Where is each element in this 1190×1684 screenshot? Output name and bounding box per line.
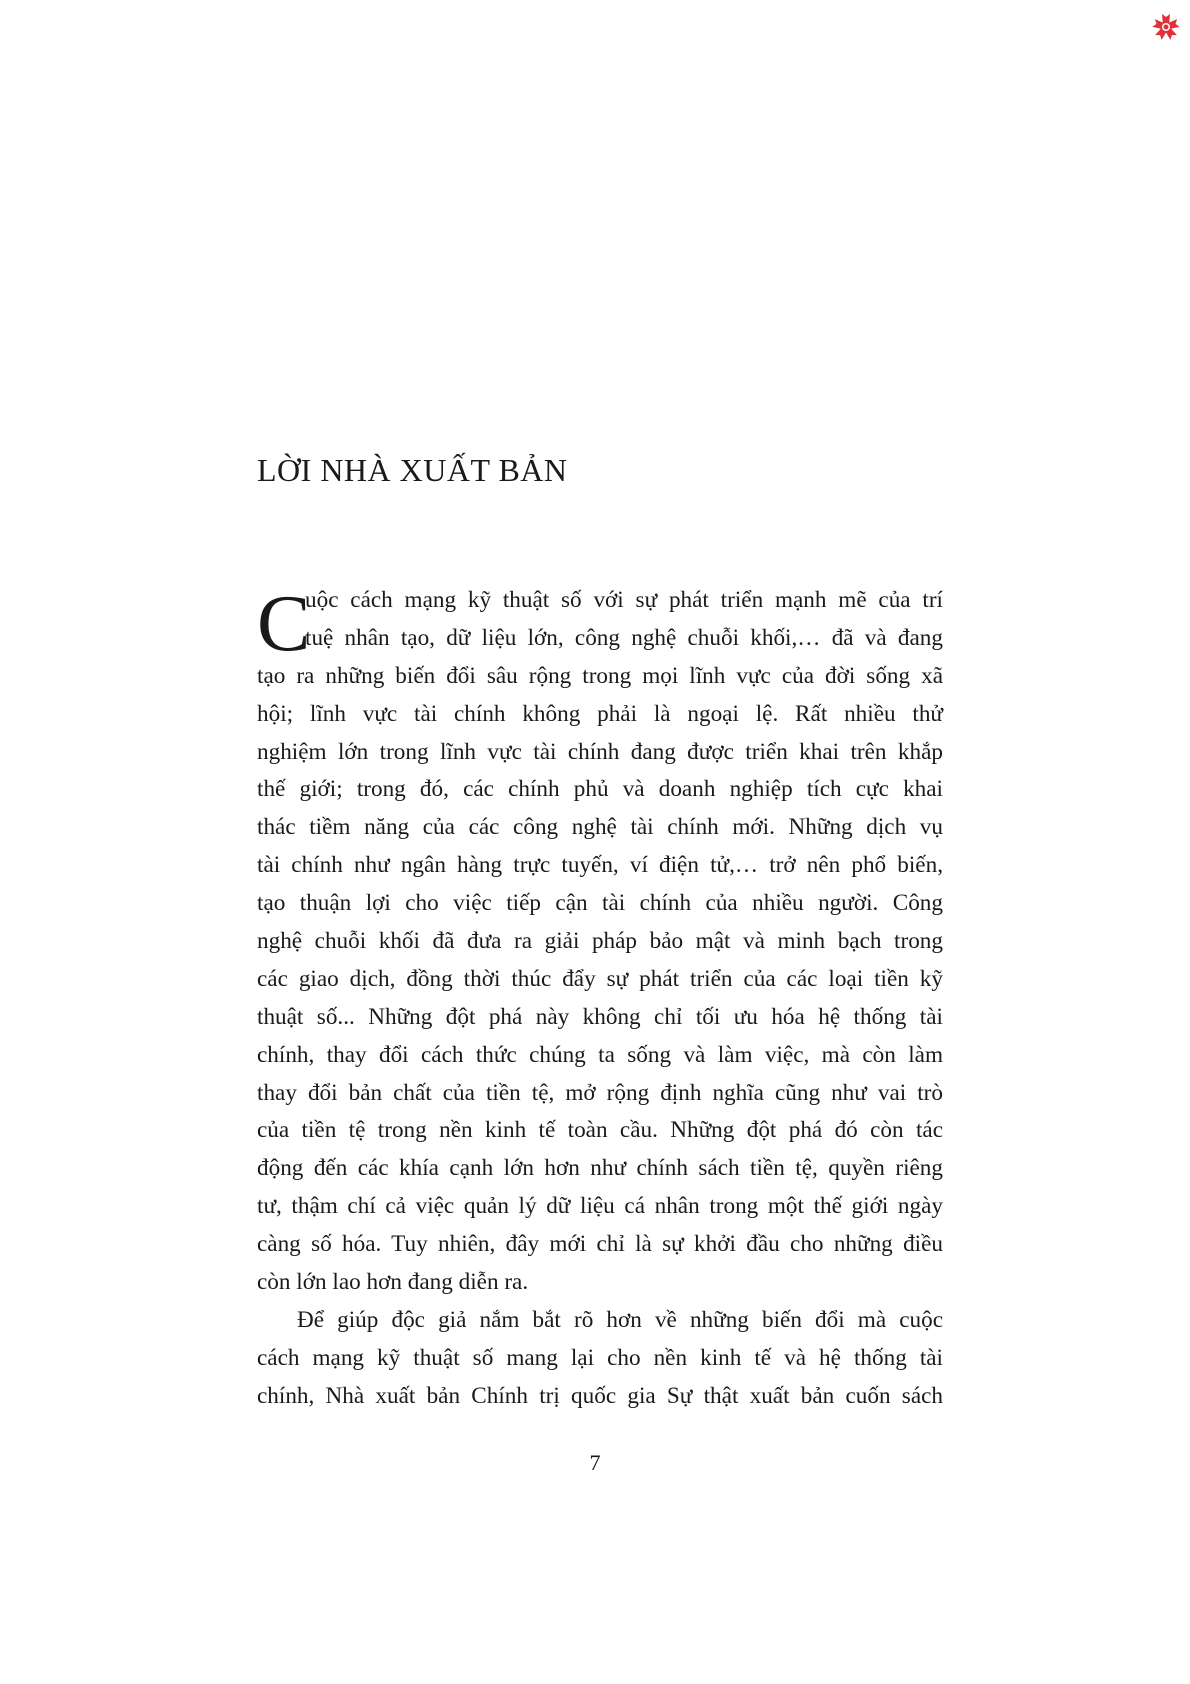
text-line: tạo thuận lợi cho việc tiếp cận tài chính của nhiều người. Công (257, 890, 943, 917)
text-line: thuật số... Những đột phá này không chỉ tối ưu hóa hệ thống tài (257, 1003, 943, 1030)
text-line: càng số hóa. Tuy nhiên, đây mới chỉ là sự khởi đầu cho những điều (257, 1231, 943, 1258)
text-line: thác tiềm năng của các công nghệ tài chính mới. Những dịch vụ (257, 814, 943, 841)
page-number: 7 (589, 1450, 601, 1475)
text-line: chính, thay đổi cách thức chúng ta sống và làm việc, mà còn làm (257, 1041, 943, 1068)
text-line: tuệ nhân tạo, dữ liệu lớn, công nghệ chuỗi khối,… đã và đang (305, 624, 943, 651)
text-line: Để giúp độc giả nắm bắt rõ hơn về những biến đổi mà cuộc (297, 1306, 943, 1333)
text-line: chính, Nhà xuất bản Chính trị quốc gia Sự thật xuất bản cuốn sách (257, 1382, 943, 1409)
text-line: còn lớn lao hơn đang diễn ra. (257, 1269, 529, 1296)
text-line: cách mạng kỹ thuật số mang lại cho nền kinh tế và hệ thống tài (257, 1344, 943, 1371)
drop-cap: C (257, 580, 311, 668)
text-line: uộc cách mạng kỹ thuật số với sự phát triển mạnh mẽ của trí (305, 587, 943, 613)
flower-logo-icon (1151, 12, 1181, 42)
text-line: hội; lĩnh vực tài chính không phải là ngoại lệ. Rất nhiều thử (257, 700, 943, 727)
text-line: nghệ chuỗi khối đã đưa ra giải pháp bảo mật và minh bạch trong (257, 928, 943, 955)
text-line: tư, thậm chí cả việc quản lý dữ liệu cá nhân trong một thế giới ngày (257, 1193, 943, 1220)
text-line: các giao dịch, đồng thời thúc đẩy sự phát triển của các loại tiền kỹ (257, 965, 943, 992)
text-line: của tiền tệ trong nền kinh tế toàn cầu. Những đột phá đó còn tác (257, 1117, 943, 1144)
body-text (257, 582, 943, 1416)
page-title: LỜI NHÀ XUẤT BẢN (257, 452, 568, 488)
text-line: động đến các khía cạnh lớn hơn như chính sách tiền tệ, quyền riêng (257, 1155, 943, 1182)
text-line: tạo ra những biến đổi sâu rộng trong mọi lĩnh vực của đời sống xã (257, 662, 943, 689)
text-line: thế giới; trong đó, các chính phủ và doanh nghiệp tích cực khai (257, 776, 943, 803)
text-line: thay đổi bản chất của tiền tệ, mở rộng định nghĩa cũng như vai trò (257, 1079, 943, 1106)
text-line: tài chính như ngân hàng trực tuyến, ví điện tử,… trở nên phổ biến, (257, 852, 943, 879)
text-line: nghiệm lớn trong lĩnh vực tài chính đang được triển khai trên khắp (257, 738, 943, 765)
